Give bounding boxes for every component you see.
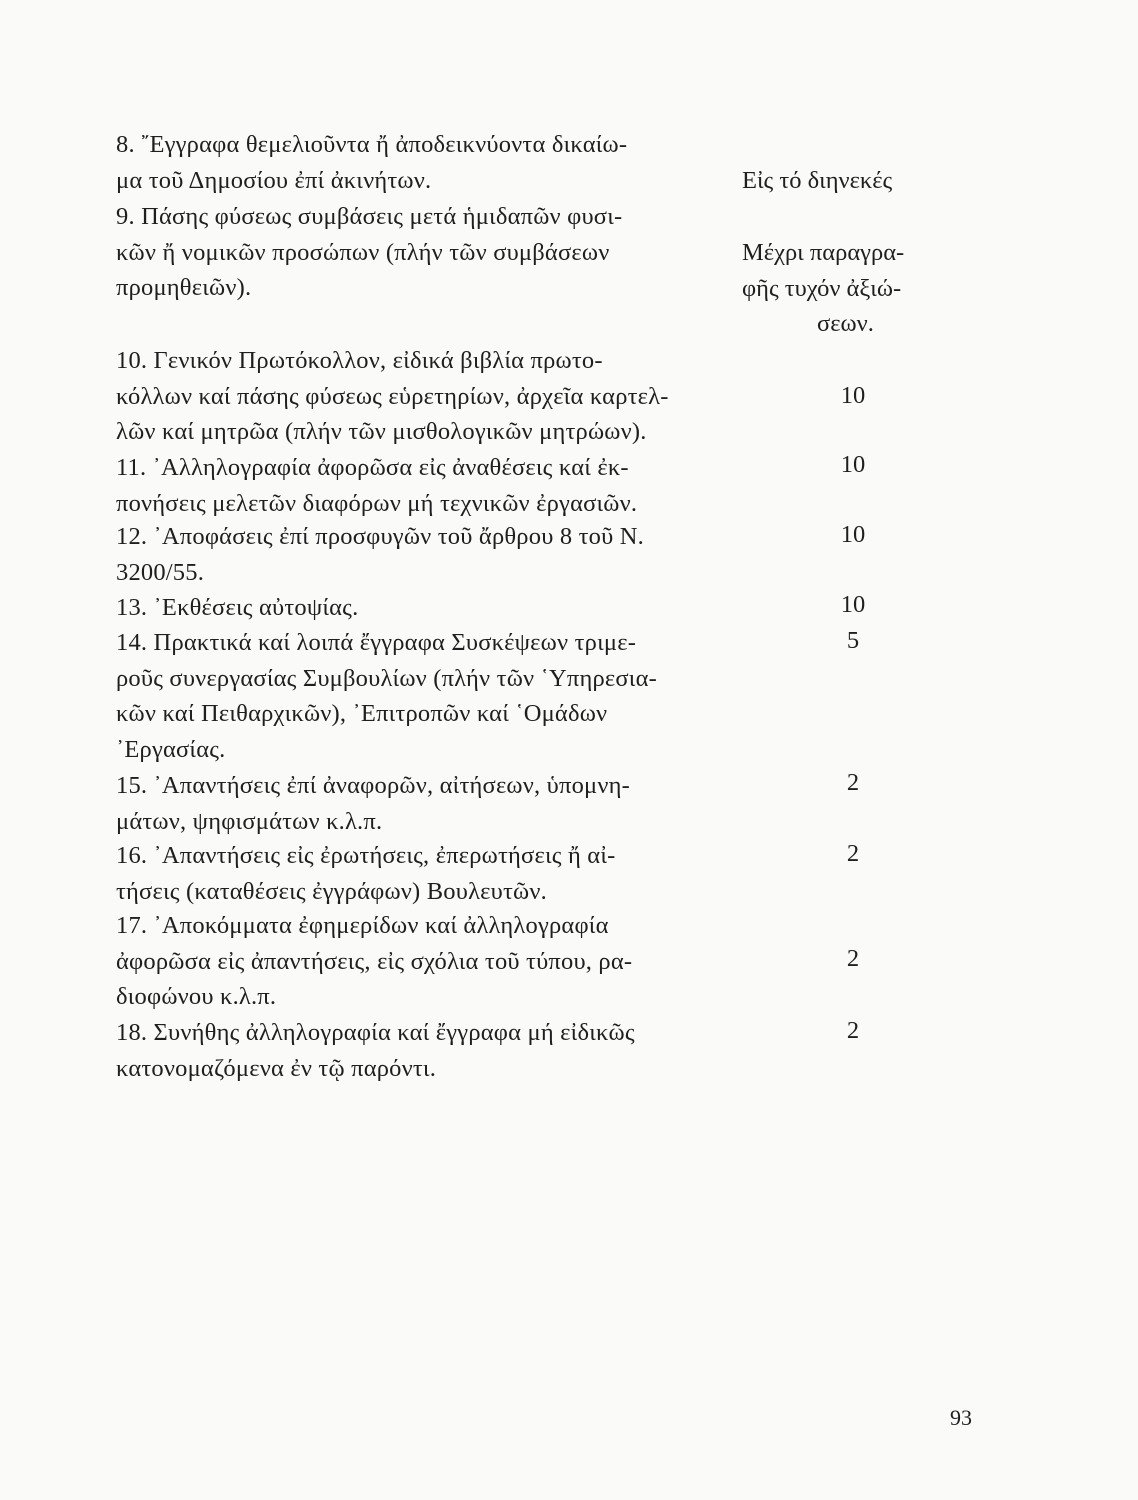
entry-line: πονήσεις μελετῶν διαφόρων μή τεχνικῶν ἐργασιῶν. — [116, 489, 638, 517]
entry-13 — [116, 590, 756, 626]
entry-line: 3200/55. — [116, 558, 205, 586]
retention-period-10: 10 — [840, 382, 866, 409]
retention-period-8 — [742, 163, 892, 199]
entry-10 — [116, 343, 756, 450]
entry-16 — [116, 838, 756, 909]
entry-line: κῶν καί Πειθαρχικῶν), ᾿Επιτροπῶν καί ῾Ομάδων — [116, 700, 608, 727]
entry-line: ροῦς συνεργασίας Συμβουλίων (πλήν τῶν ῾Υπηρεσια- — [116, 664, 657, 692]
entry-line: ᾿Εργασίας. — [116, 735, 226, 763]
entry-line: κόλλων καί πάσης φύσεως εὑρετηρίων, ἀρχεῖα καρτελ- — [116, 382, 669, 410]
retention-period-16: 2 — [846, 840, 860, 867]
entry-line: λῶν καί μητρῶα (πλήν τῶν μισθολογικῶν μητρώων). — [116, 418, 647, 445]
entry-line: προμηθειῶν). — [116, 274, 252, 301]
entry-line: 9. Πάσης φύσεως συμβάσεις μετά ἡμιδαπῶν φυσι- — [116, 203, 623, 230]
page-number: 93 — [950, 1405, 972, 1430]
entry-12 — [116, 519, 756, 590]
entry-line: ἀφορῶσα εἰς ἀπαντήσεις, εἰς σχόλια τοῦ τύπου, ρα- — [116, 947, 633, 975]
entry-17 — [116, 908, 756, 1015]
entry-9 — [116, 199, 756, 306]
retention-period-12: 10 — [840, 521, 866, 548]
entry-line: 10. Γενικόν Πρωτόκολλον, εἰδικά βιβλία πρωτο- — [116, 347, 603, 374]
period-line: Εἰς τό διηνεκές — [742, 167, 893, 194]
entry-line: 16. ᾿Απαντήσεις εἰς ἐρωτήσεις, ἐπερωτήσεις ἤ αἰ- — [116, 842, 616, 869]
entry-8 — [116, 127, 756, 198]
entry-line: μάτων, ψηφισμάτων κ.λ.π. — [116, 807, 383, 835]
entry-line: 15. ᾿Απαντήσεις ἐπί ἀναφορῶν, αἰτήσεων, ὑπομνη- — [116, 772, 631, 799]
entry-line: 18. Συνήθης ἀλληλογραφία καί ἔγγραφα μή εἰδικῶς — [116, 1019, 635, 1046]
entry-line: 14. Πρακτικά καί λοιπά ἔγγραφα Συσκέψεων τριμε- — [116, 629, 637, 656]
entry-line: 13. ᾿Εκθέσεις αὐτοψίας. — [116, 594, 359, 621]
retention-period-18: 2 — [846, 1017, 860, 1044]
entry-line: μα τοῦ Δημοσίου ἐπί ἀκινήτων. — [116, 166, 432, 194]
entry-line: κῶν ἤ νομικῶν προσώπων (πλήν τῶν συμβάσεων — [116, 238, 610, 266]
retention-period-17: 2 — [846, 945, 860, 972]
entry-18 — [116, 1015, 756, 1086]
retention-period-9 — [742, 235, 904, 342]
entry-line: 12. ᾿Αποφάσεις ἐπί προσφυγῶν τοῦ ἄρθρου 8 τοῦ Ν. — [116, 523, 644, 550]
entry-14 — [116, 625, 756, 767]
entry-line: 11. ᾿Αλληλογραφία ἀφορῶσα εἰς ἀναθέσεις καί ἐκ- — [116, 454, 629, 481]
entry-line: κατονομαζόμενα ἐν τῷ παρόντι. — [116, 1054, 437, 1082]
entry-line: 17. ᾿Αποκόμματα ἐφημερίδων καί ἀλληλογραφία — [116, 912, 609, 939]
entry-line: διοφώνου κ.λ.π. — [116, 983, 277, 1010]
entry-15 — [116, 768, 756, 839]
retention-period-15: 2 — [846, 769, 860, 796]
entry-line: τήσεις (καταθέσεις ἐγγράφων) Βουλευτῶν. — [116, 877, 547, 905]
period-line: Μέχρι παραγρα- — [742, 239, 905, 266]
retention-period-14: 5 — [846, 627, 860, 654]
entry-11 — [116, 450, 756, 521]
entry-line: 8. ῎Εγγραφα θεμελιοῦντα ἤ ἀποδεικνύοντα δικαίω- — [116, 131, 628, 158]
retention-period-13: 10 — [840, 591, 866, 618]
period-line: φῆς τυχόν ἀξιώ- — [742, 274, 902, 302]
period-line: σεων. — [817, 310, 874, 337]
retention-period-11: 10 — [840, 451, 866, 478]
